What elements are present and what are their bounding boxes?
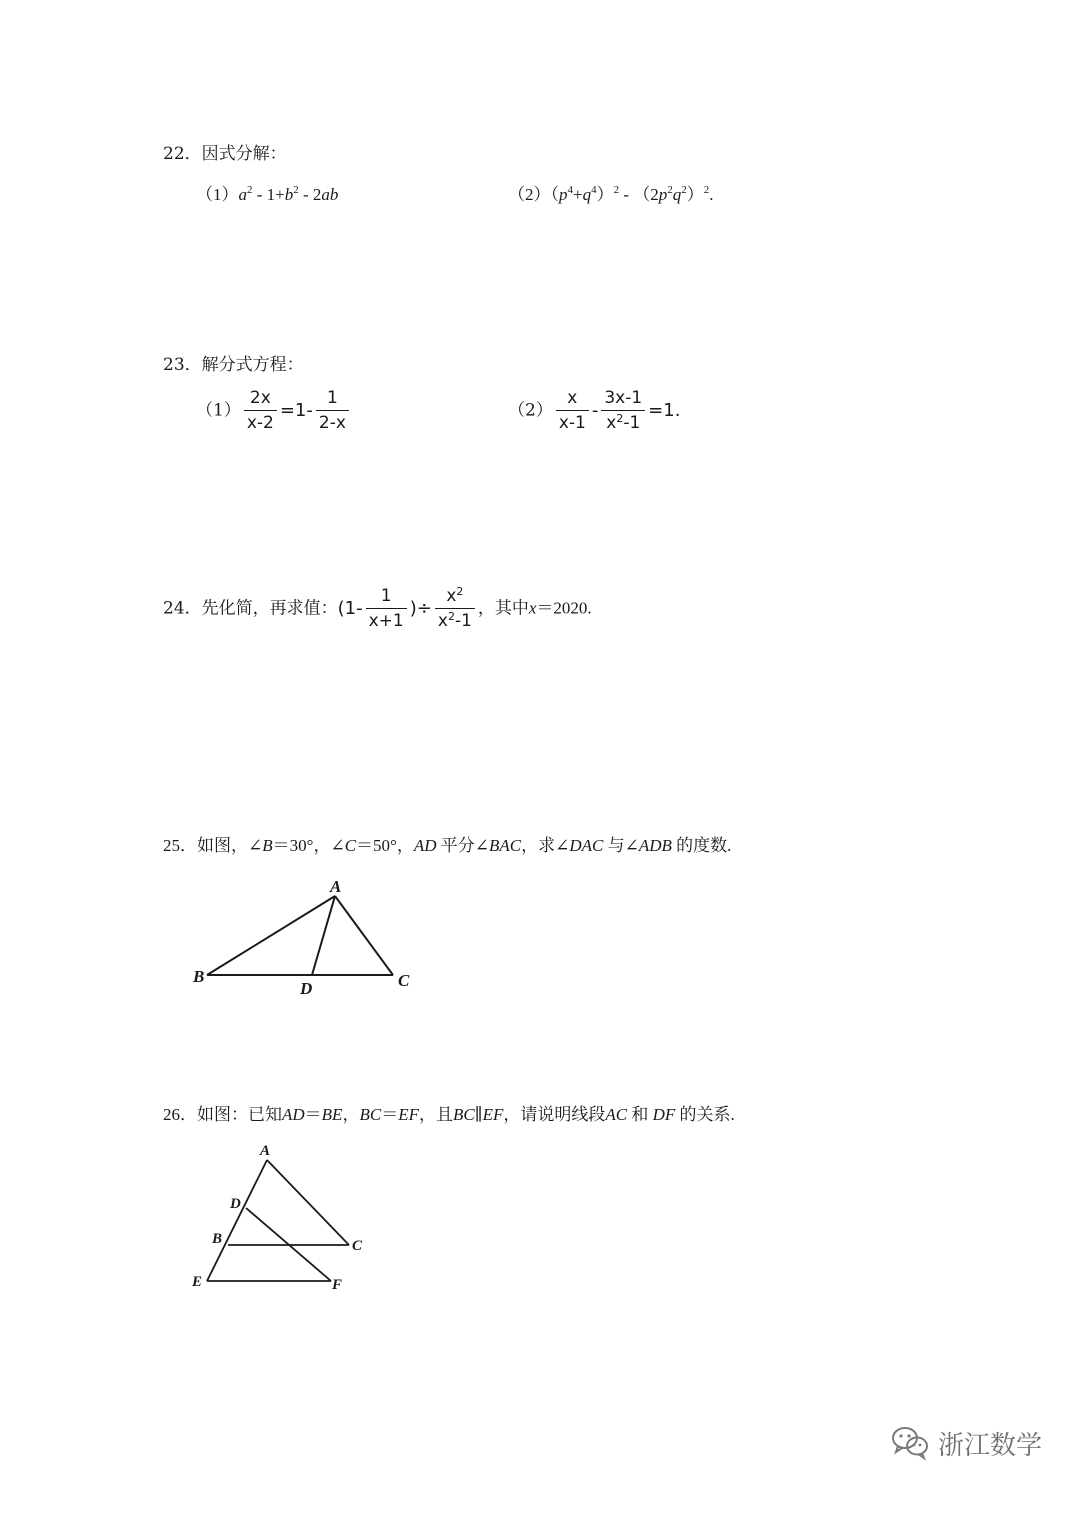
q26-segment-ae bbox=[207, 1160, 267, 1281]
q26-label-f: F bbox=[332, 1277, 343, 1293]
q26-figure bbox=[185, 1140, 375, 1300]
q23-p2-fraction-1: $\frac{x}{x-1}$ bbox=[556, 388, 589, 433]
q25-triangle-figure bbox=[185, 870, 425, 1000]
q25-label-a: A bbox=[330, 877, 342, 896]
q26-label-d: D bbox=[230, 1196, 241, 1212]
q25-label-c: C bbox=[398, 971, 410, 990]
q26-segment-ac bbox=[267, 1160, 349, 1245]
q26-label-b: B bbox=[212, 1231, 223, 1247]
q22-part2: $(2)(p^4+q^4)^2 - (2p^2q^2)^2$. bbox=[508, 184, 714, 204]
q23-part1: （1） $\frac{2x}{x-2}$ =1- $\frac{1}{2-x}$ bbox=[196, 388, 352, 433]
wechat-icon bbox=[890, 1425, 930, 1461]
q25-label-d: D bbox=[300, 979, 313, 998]
q22-part1: $(1)a^2 - 1+b^2 - 2ab$ bbox=[196, 184, 339, 204]
q23-p2-fraction-2: $\frac{3x-1}{x^2-1}$ bbox=[601, 388, 645, 433]
q22-title: 22．因式分解： bbox=[163, 144, 287, 164]
q26-label-e: E bbox=[192, 1274, 203, 1290]
q23-title: 23．解分式方程： bbox=[163, 355, 304, 375]
q23-part2: （2） $\frac{x}{x-1}$ - $\frac{3x-1}{x^2-1}$ =1. bbox=[508, 388, 681, 433]
q23-p1-fraction-1: $\frac{2x}{x-2}$ bbox=[244, 388, 277, 433]
q25-label-b: B bbox=[193, 967, 205, 986]
q26-label-a: A bbox=[260, 1143, 271, 1159]
q24-line: 24．先化简，再求值：(1- $\frac{1}{x+1}$ )÷ $\frac{x^2}{x^2-1}$ ，其中x＝2020. bbox=[163, 585, 592, 631]
q26-text: 26．如图：已知AD＝BE，BC＝EF，且BC∥EF，请说明线段AC 和 DF 的关系. bbox=[163, 1105, 735, 1124]
q26-label-c: C bbox=[352, 1238, 363, 1254]
q25-text: 25．如图，∠B＝30°，∠C＝50°，AD 平分∠BAC，求∠DAC 与∠ADB 的度数. bbox=[163, 836, 732, 855]
watermark-text: 浙江数学 bbox=[938, 1430, 1043, 1461]
q24-fraction-1: $\frac{1}{x+1}$ bbox=[366, 586, 407, 631]
q25-segment-ac bbox=[335, 896, 393, 975]
q24-fraction-2: $\frac{x^2}{x^2-1}$ bbox=[435, 586, 475, 631]
watermark bbox=[890, 1423, 1042, 1463]
q23-p1-fraction-2: $\frac{1}{2-x}$ bbox=[316, 388, 349, 433]
